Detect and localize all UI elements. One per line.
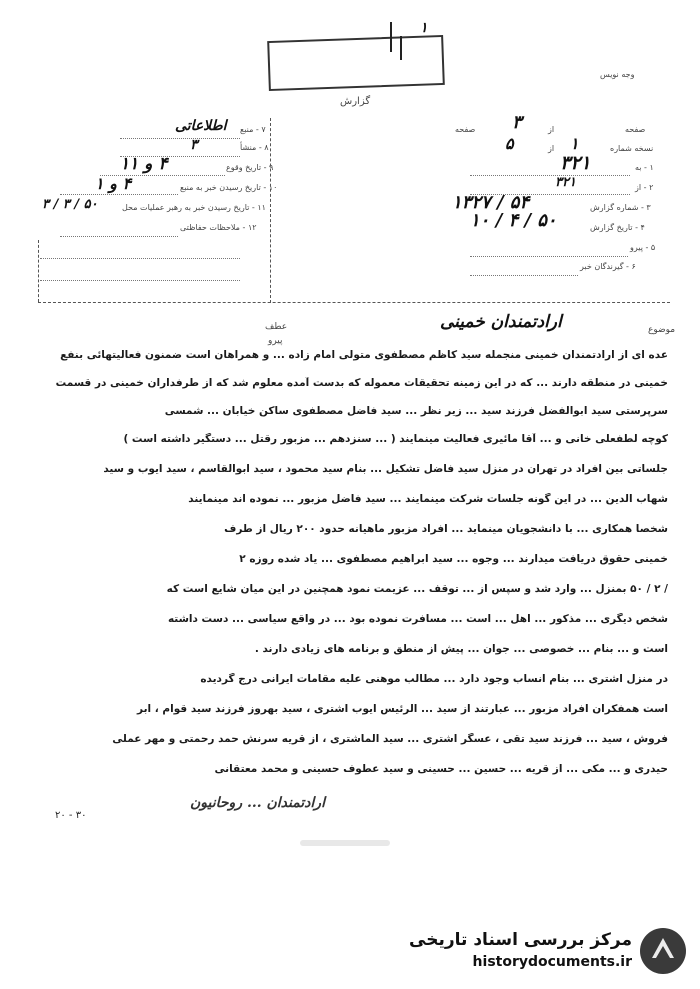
field-3-value: ۵۴ / ۱۳۲۷ — [452, 192, 530, 213]
copy-label: نسخه شماره — [610, 144, 654, 153]
field-8-label: ۸ - منشأ — [240, 143, 269, 152]
field-6-label: ۶ - گیرندگان خبر — [580, 262, 636, 271]
page-label: صفحه — [625, 125, 646, 134]
blank-line — [40, 258, 240, 259]
body-line: عده ای از ارادتمندان خمینی منجمله سید کاظم مصطفوی متولی امام زاده ... و همراهان است ضمنون فعالیتهائی بنفع — [60, 349, 668, 361]
body-line: است و ... بنام ... خصوصی ... جوان ... پیش از منطق و برنامه های زیادی دارند . — [254, 643, 668, 655]
form-divider — [270, 118, 271, 303]
blank-line — [40, 280, 240, 281]
subject-value: ارادتمندان خمینی — [440, 312, 562, 332]
field-7-label: ۷ - منبع — [240, 125, 266, 134]
page-from-label: از — [548, 125, 555, 134]
closing-signature: ارادتمندان ... روحانیون — [190, 795, 325, 811]
body-line: شخصا همکاری ... با دانشجویان مینماید ... افراد مزبور ماهیانه حدود ۲۰۰ ریال از طرف — [224, 523, 668, 535]
field-5-label: ۵ - پیرو — [630, 243, 656, 252]
footer-title: مرکز بررسی اسناد تاریخی — [409, 930, 632, 950]
body-line: جلساتی بین افراد در تهران در منزل سید فاضل تشکیل ... بنام سید محمود ، سید ابوالقاسم ، سید ایوب و سید — [103, 463, 668, 475]
body-line: شخص دیگری ... مذکور ... اهل ... است ... مسافرت نموده بود ... در واقع سیاسی ... دست داشته — [167, 613, 668, 625]
field-9-label: ۹ - تاریخ وقوع — [226, 163, 274, 172]
stamp-line — [390, 22, 392, 52]
form-divider-left — [38, 240, 39, 302]
field-1-line — [470, 175, 630, 176]
field-10-label: ۱۰ - تاریخ رسیدن خبر به منبع — [180, 183, 278, 192]
field-3-label: ۳ - شماره گزارش — [590, 203, 651, 212]
field-12-label: ۱۲ - ملاحظات حفاظتی — [180, 223, 257, 232]
body-line: شهاب الدین ... در این گونه جلسات شرکت مینمایند ... سید فاضل مزبور ... نموده اند مینمایند — [188, 493, 668, 505]
scan-smudge — [300, 840, 390, 846]
field-8-value: ۳ — [190, 137, 198, 153]
field-7-line — [120, 138, 240, 139]
field-9-value: ۴ و ۱۱ — [120, 154, 168, 174]
copy-value: ۱ — [570, 134, 579, 153]
page-value: ۳ — [512, 112, 522, 133]
closing-code: ۳۰ - ۲۰ — [55, 810, 87, 821]
field-12-line — [60, 236, 178, 237]
archive-logo-icon — [640, 928, 686, 974]
stamp-line — [400, 36, 402, 60]
form-bottom-divider — [38, 302, 670, 303]
field-6-line — [470, 275, 578, 276]
body-line: کوچه لطفعلی خانی و ... آقا مائیری فعالیت مینمایند ( ... سنزدهم ... مزبور رقتل ... دستگیر داشته است ) — [123, 433, 668, 445]
body-line: / ۲ / ۵۰ بمنزل ... وارد شد و سپس از ... توقف ... عزیمت نمود همچنین در این میان شایع است که — [166, 583, 668, 595]
stamp-top-mark: ۱ — [420, 20, 428, 36]
body-line: خمینی در منطقه دارند ... که در این زمینه تحقیقات معموله که بدست آمده معلوم شد که از طرفداران خمینی در قسمت — [55, 377, 668, 389]
field-11-value: ۵۰ / ۳ / ۳ — [42, 197, 98, 212]
field-10-line — [60, 194, 178, 195]
archive-logo-icon-graphic — [640, 928, 686, 974]
field-7-value: اطلاعاتی — [175, 118, 227, 134]
body-line: فروش ، سید ... فرزند سید تقی ، عسگر اشتری ... سید الماشتری ، از قریه سرنش حمد رحمتی و مهر عملی — [112, 733, 668, 745]
field-5-line — [470, 256, 628, 257]
copies-label: از — [548, 144, 555, 153]
body-line: است همفکران افراد مزبور ... عبارتند از سید ... الرئیس ایوب اشتری ، سید بهروز فرزند سید قوام ، ابر — [137, 703, 668, 715]
field-2-label: ۲ - از — [635, 183, 654, 192]
field-2-value: ۳۲۱ — [555, 175, 576, 190]
field-4-label: ۴ - تاریخ گزارش — [590, 223, 645, 232]
field-1-value: ۳۲۱ — [560, 152, 591, 174]
field-4-value: ۵۰ / ۴ / ۱۰ — [470, 210, 557, 231]
footer-watermark — [386, 926, 686, 978]
body-line: در منزل اشتری ... بنام انساب وجود دارد ... مطالب موهنی علیه مقامات ایرانی درج گردیده — [200, 673, 668, 685]
field-11-label: ۱۱ - تاریخ رسیدن خبر به رهبر عملیات محل — [122, 203, 266, 212]
field-10-value: ۴ و ۱ — [95, 174, 132, 193]
subject-ref-atf: عطف — [265, 322, 288, 332]
field-1-label: ۱ - به — [635, 163, 654, 172]
subject-label: موضوع — [648, 325, 676, 335]
body-line: خمینی حقوق دریافت میدارند ... وجوه ... سید ابراهیم مصطفوی ... یاد شده روزه ۲ — [239, 553, 668, 565]
header-stamp-box — [267, 35, 445, 91]
body-line: سرپرستی سید ابوالفضل فرزند سید ... زیر نظر ... سید فاضل مصطفوی ساکن خیابان ... شمسی — [164, 405, 668, 417]
body-line: حیدری و ... مکی ... از قریه ... حسین ... حسینی و سید عطوف حسینی و محمد معتقانی — [214, 763, 668, 775]
corner-text: وجه نویس — [600, 70, 635, 79]
footer-url: historydocuments.ir — [472, 954, 632, 970]
copies-value: ۵ — [505, 134, 514, 153]
stamp-small-text: گزارش — [340, 96, 371, 107]
subject-ref-pirow: پیرو — [268, 336, 283, 346]
page-unit: صفحه — [455, 125, 476, 134]
